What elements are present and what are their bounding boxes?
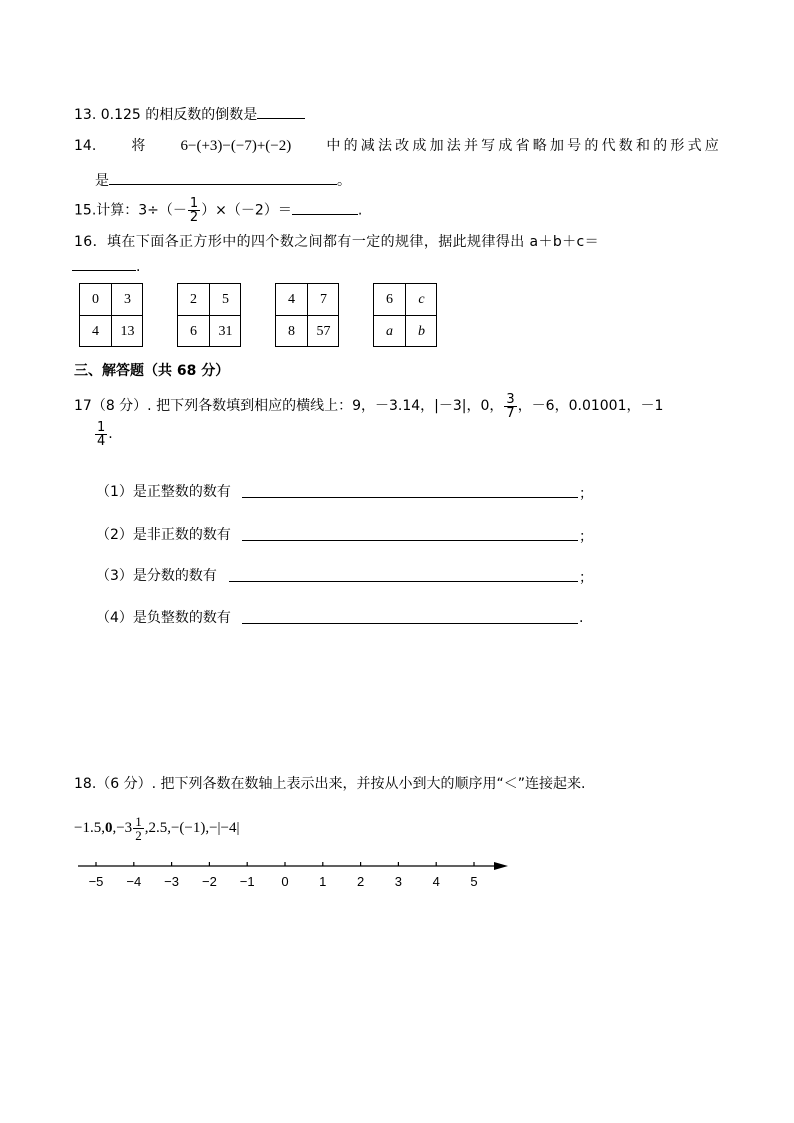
q18-num-d: ,2.5,−(−1),−|−4|: [144, 820, 240, 836]
q18-num-c: ,−3: [112, 820, 133, 836]
grid-cell-a: a: [386, 324, 393, 339]
grid-cell: 4: [288, 292, 295, 307]
grid-cell: 5: [222, 292, 229, 307]
number-line-label: −3: [164, 874, 180, 889]
q16-end: .: [136, 259, 141, 275]
grid-cell: 8: [288, 324, 295, 339]
q15: [74, 197, 362, 224]
q17-item-1-end: ；: [579, 486, 593, 502]
q16-line2: [72, 256, 140, 276]
number-line-label: 4: [432, 874, 440, 889]
number-line-label: 0: [281, 874, 289, 889]
frac-num: 3: [506, 391, 515, 407]
q17-item-3-end: ；: [579, 570, 593, 586]
q14-expression: 6−(+3)−(−7)+(−2): [180, 138, 292, 154]
q17-item-label: （1）是正整数的数有: [96, 484, 231, 500]
q16-grid-3: [275, 283, 339, 347]
frac-num: 1: [135, 814, 142, 830]
q14-prefix: 将: [131, 138, 146, 154]
number-line-label: −5: [88, 874, 104, 889]
grid-cell: 7: [320, 292, 327, 307]
grid-cell: 6: [190, 324, 197, 339]
q16-grid-1: [79, 283, 143, 347]
q16-line1: 16．填在下面各正方形中的四个数之间都有一定的规律，据此规律得出 a＋b＋c＝: [74, 234, 600, 250]
q14-line2-text: 是: [95, 173, 109, 189]
q18-numbers: [74, 812, 240, 844]
q14-line1: [74, 137, 722, 155]
q13-answer-blank[interactable]: [257, 104, 305, 119]
q17-item-label: （2）是非正数的数有: [96, 527, 231, 543]
grid-cell: 13: [120, 324, 135, 339]
q15-middle: ）×（－2）＝: [201, 202, 292, 219]
frac-den: 2: [135, 828, 142, 844]
q18-text: 18.（6 分）. 把下列各数在数轴上表示出来，并按从小到大的顺序用“＜”连接起来.: [74, 776, 586, 792]
q14-answer-blank[interactable]: [109, 170, 337, 185]
q13-text: 13. 0.125 的相反数的倒数是: [74, 107, 258, 123]
q17-line2: [94, 420, 113, 448]
q17-item-label: （4）是负整数的数有: [96, 610, 231, 626]
number-line-label: 2: [356, 874, 365, 889]
q17-item-2-blank[interactable]: [242, 540, 578, 541]
frac-num: 1: [97, 419, 106, 435]
q14-end: 。: [337, 173, 351, 189]
grid-cell: 31: [218, 324, 233, 339]
q14-suffix: 中的减法改成加法并写成省略加号的代数和的形式应: [326, 138, 722, 154]
q17-item-3-blank[interactable]: [229, 581, 578, 582]
q17-line1-a: 17（8 分）. 把下列各数填到相应的横线上：9，－3.14，|－3|，0，: [74, 398, 504, 414]
q15-end: .: [357, 202, 363, 219]
grid-cell: 2: [190, 292, 197, 307]
q18-mixed-fraction: [133, 815, 144, 842]
q18-num-zero: 0: [104, 820, 113, 836]
number-line-arrow: [494, 862, 508, 870]
q15-prefix: 15.计算：3÷（－: [74, 202, 187, 219]
q17-item-3: [96, 567, 217, 585]
section-3-title: 三、解答题（共 68 分）: [74, 363, 230, 379]
q17-item-1-blank[interactable]: [242, 497, 578, 498]
number-line-label: 3: [394, 874, 403, 889]
grid-cell: 6: [386, 292, 393, 307]
q16-grid-4: [373, 283, 437, 347]
grid-cell: 57: [316, 324, 331, 339]
number-line-label: −2: [201, 874, 217, 889]
q18-num-a: −1.5,: [74, 820, 105, 836]
q15-answer-blank[interactable]: [292, 200, 358, 215]
number-line-label: 1: [319, 874, 327, 889]
q13: [74, 104, 305, 124]
q14-line2: [95, 170, 351, 190]
q16-answer-blank[interactable]: [72, 256, 136, 271]
q17-item-label: （3）是分数的数有: [96, 568, 217, 584]
frac-den: 7: [506, 405, 515, 421]
q17-item-4-blank[interactable]: [242, 623, 578, 624]
q17-line1-b: ，－6，0.01001，－1: [517, 398, 664, 414]
number-line-label: −1: [239, 874, 255, 889]
q17-line2-end: .: [108, 426, 113, 442]
number-line: [0, 850, 794, 900]
q17-item-1: [96, 483, 231, 501]
frac-den: 4: [97, 433, 106, 449]
q15-frac-num: 1: [189, 196, 199, 211]
q17-item-4: [96, 609, 231, 627]
grid-cell: 3: [124, 292, 131, 307]
grid-cell: 0: [92, 292, 99, 307]
q17-item-4-end: .: [579, 610, 584, 626]
q15-frac-den: 2: [189, 210, 199, 225]
number-line-label: 5: [470, 874, 478, 889]
q16-grid-2: [177, 283, 241, 347]
grid-cell-b: b: [418, 324, 425, 339]
q14-number: 14.: [74, 138, 97, 154]
grid-cell: 4: [92, 324, 99, 339]
number-line-label: −4: [126, 874, 142, 889]
q17-item-2: [96, 526, 231, 544]
q15-fraction: [188, 197, 200, 224]
q17-fraction-3-7: [504, 393, 516, 420]
q17-fraction-1-4: [95, 421, 107, 448]
q17-item-2-end: ；: [579, 529, 593, 545]
q17-line1: [74, 392, 663, 420]
grid-cell-c: c: [418, 292, 425, 307]
